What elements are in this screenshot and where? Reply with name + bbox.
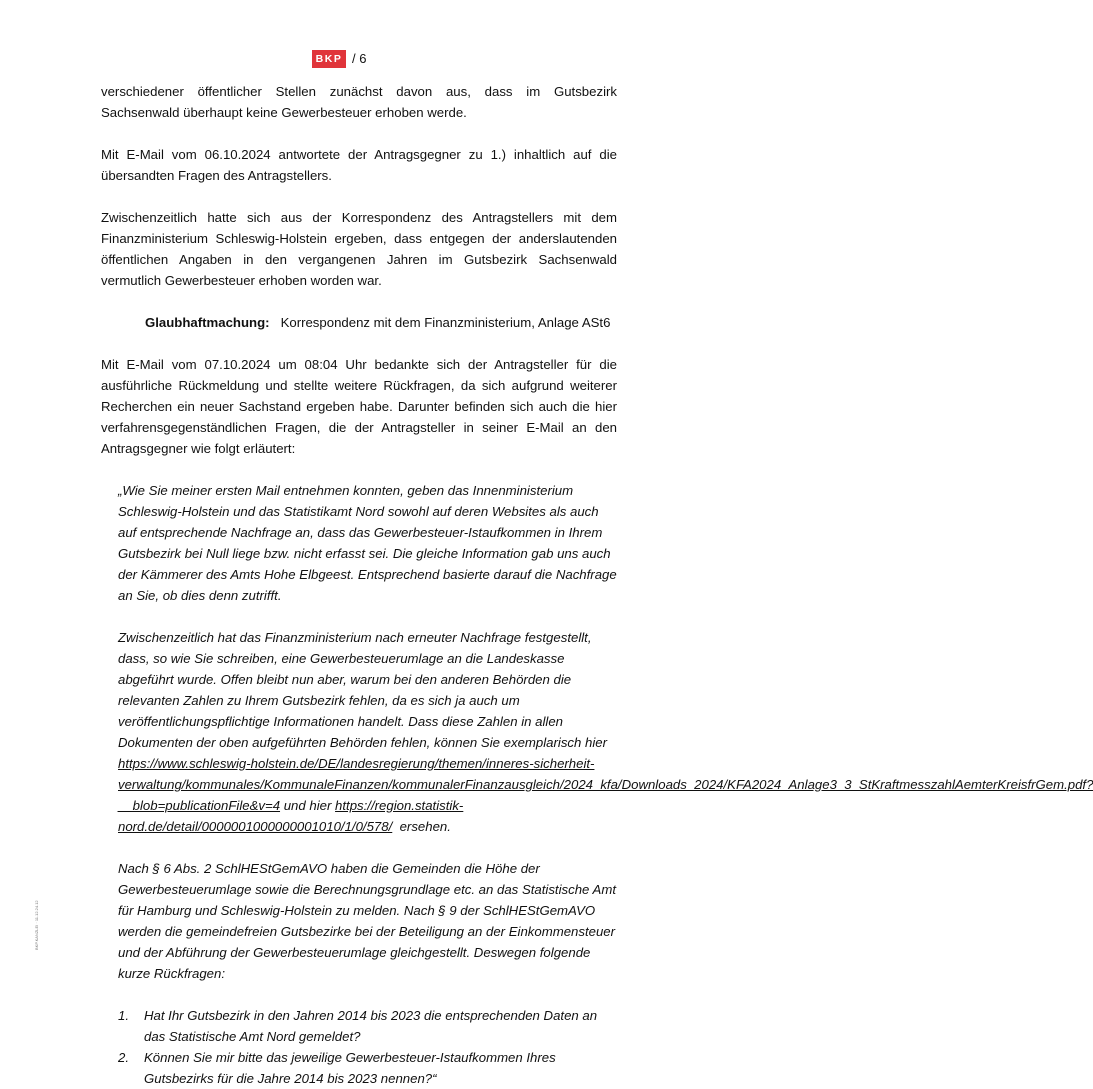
question-text: Können Sie mir bitte das jeweilige Gewerbesteuer-Istaufkommen Ihres Gutsbezirks für die Jahre 2014 bis 2023 nennen?“	[144, 1050, 556, 1086]
paragraph-4: Mit E-Mail vom 07.10.2024 um 08:04 Uhr bedankte sich der Antragsteller für die ausführliche Rückmeldung und stellte weitere Rückfragen, da sich aufgrund weiterer Recherchen ein neuer Sachstand ergeben habe. Darunter befinden sich auch die hier verfahrensgegenständlichen Fragen, die der Antragsteller in seiner E-Mail an den Antragsgegner wie folgt erläutert:	[101, 357, 617, 456]
quote-paragraph-2	[118, 627, 1093, 837]
bkp-logo: BKP	[312, 50, 346, 68]
quote-paragraph-2-text: Zwischenzeitlich hat das Finanzministerium nach erneuter Nachfrage festgestellt, dass, so wie Sie schreiben, eine Gewerbesteuerumlage an die Landeskasse abgeführt wurde. Offen bleibt nun aber, warum bei den anderen Behörden die relevanten Zahlen zu Ihrem Gutsbezirk fehlen, da es sich ja auch um veröffentlichungspflichtige Informationen handelt. Dass diese Zahlen in allen Dokumenten der oben aufgeführten Behörden fehlen, können Sie exemplarisch hier	[118, 630, 607, 750]
paragraph-1: verschiedener öffentlicher Stellen zunächst davon aus, dass im Gutsbezirk Sachsenwald überhaupt keine Gewerbesteuer erhoben werde.	[101, 84, 617, 120]
quote-paragraph-3: Nach § 6 Abs. 2 SchlHEStGemAVO haben die Gemeinden die Höhe der Gewerbesteuerumlage sowie die Berechnungsgrundlage etc. an das Statistische Amt für Hamburg und Schleswig-Holstein zu melden. Nach § 9 der SchlHEStGemAVO werden die gemeindefreien Gutsbezirke bei der Beteiligung an der Einkommensteuer und der Abführung der Gewerbesteuerumlage gleichgestellt. Deswegen folgende kurze Rückfragen:	[118, 861, 616, 981]
page-number: / 6	[352, 51, 367, 66]
evidence-line	[101, 312, 617, 333]
question-list	[118, 1005, 617, 1089]
quote-link-connector: und hier	[283, 798, 332, 813]
list-item	[118, 1047, 617, 1089]
page-header	[0, 50, 700, 70]
email-quote	[101, 480, 1093, 1089]
evidence-label: Glaubhaftmachung:	[145, 315, 270, 330]
question-text: Hat Ihr Gutsbezirk in den Jahren 2014 bis 2023 die entsprechenden Daten an das Statistische Amt Nord gemeldet?	[144, 1008, 598, 1044]
paragraph-2: Mit E-Mail vom 06.10.2024 antwortete der Antragsgegner zu 1.) inhaltlich auf die übersandten Fragen des Antragstellers.	[101, 147, 617, 183]
link-statistik-nord[interactable]: https://region.statistik-nord.de/detail/0000001000000001010/1/0/578/	[118, 798, 464, 834]
margin-document-mark: BKP.KANZLEI · 11.12.24.12	[34, 900, 39, 950]
evidence-text: Korrespondenz mit dem Finanzministerium, Anlage ASt6	[280, 315, 611, 330]
question-number: 2.	[118, 1050, 129, 1065]
link-schleswig-holstein[interactable]: https://www.schleswig-holstein.de/DE/landesregierung/themen/inneres-sicherheit-verwaltung/kommunales/KommunaleFinanzen/kommunalerFinanzausgleich/2024_kfa/Downloads_2024/KFA2024_Anlage3_3_StKraftmesszahlAemterKreisfrGem.pdf?__blob=publicationFile&v=4	[118, 756, 1093, 813]
quote-paragraph-1: „Wie Sie meiner ersten Mail entnehmen konnten, geben das Innenministerium Schleswig-Holstein und das Statistikamt Nord sowohl auf deren Websites als auch auf entsprechende Nachfrage an, dass das Gewerbesteuer-Istaufkommen in Ihrem Gutsbezirk bei Null liege bzw. nicht erfasst sei. Die gleiche Information gab uns auch der Kämmerer des Amts Hohe Elbgeest. Entsprechend basierte darauf die Nachfrage an Sie, ob dies denn zutrifft.	[118, 483, 617, 603]
list-item	[118, 1005, 617, 1047]
quote-paragraph-2-end: ersehen.	[399, 819, 451, 834]
paragraph-3: Zwischenzeitlich hatte sich aus der Korrespondenz des Antragstellers mit dem Finanzministerium Schleswig-Holstein ergeben, dass entgegen der anderslautenden öffentlichen Angaben in den vergangenen Jahren im Gutsbezirk Sachsenwald vermutlich Gewerbesteuer erhoben worden war.	[101, 210, 617, 288]
question-number: 1.	[118, 1008, 129, 1023]
document-body	[101, 81, 1093, 1089]
